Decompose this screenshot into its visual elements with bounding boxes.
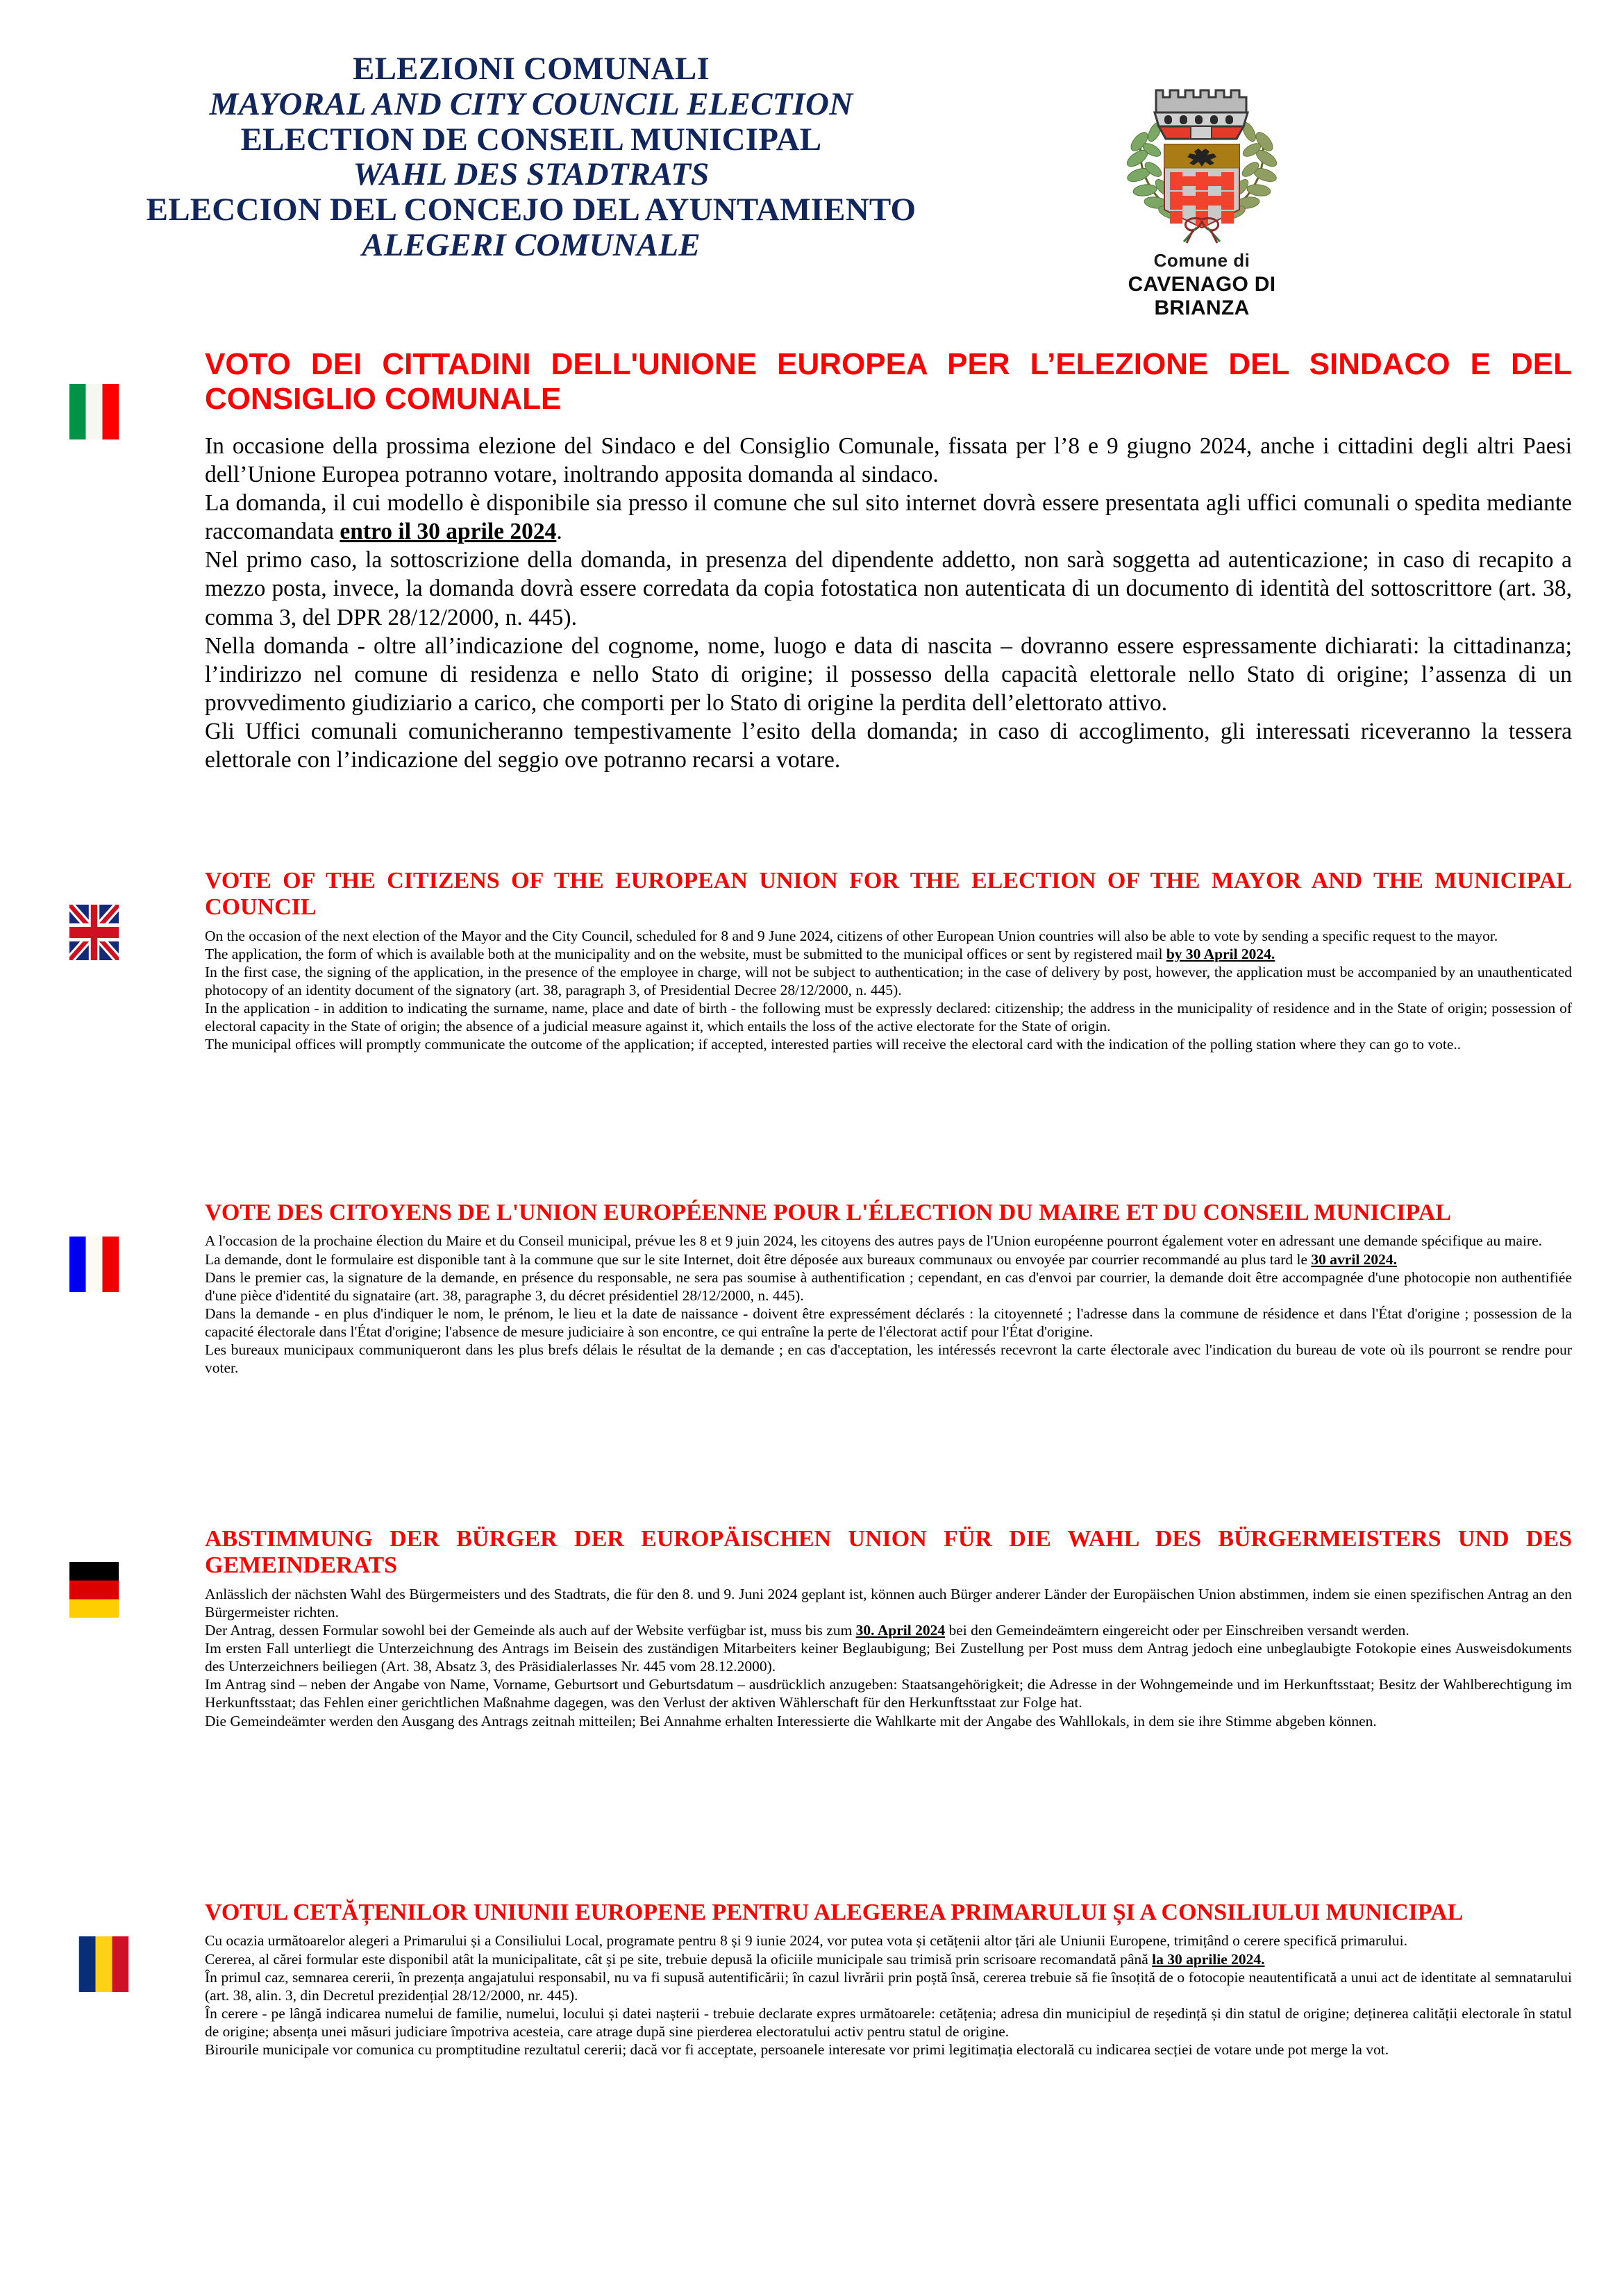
section-romanian (0, 1900, 1624, 2059)
paragraph (205, 1675, 1572, 1711)
paragraph (205, 632, 1572, 717)
deadline-emphasis: 30 avril 2024. (1311, 1250, 1398, 1268)
paragraph-text: On the occasion of the next election of the Mayor and the City Council, scheduled for 8 and 9 June 2024, citizens of other European Union countries will also be able to vote by sending a specific request to the mayor. (205, 927, 1498, 944)
title-line: MAYORAL AND CITY COUNCIL ELECTION (209, 85, 853, 122)
paragraph-text: Les bureaux municipaux communiqueront dans les plus brefs délais le résultat de la demande ; en cas d'acceptation, les intéressés recevront la carte électorale avec l'indication du bureau de vote où ils pourront se rendre pour voter. (205, 1341, 1572, 1377)
flag-united-kingdom-icon (69, 905, 119, 960)
paragraph-text: Nella domanda - oltre all’indicazione del cognome, nome, luogo e data di nascita – dovranno essere espressamente dichiarati: la cittadinanza; l’indirizzo nel comune di residenza e nello Stato di origine; il possesso della capacità elettorale nello Stato di origine; l’assenza di un provvedimento giudiziario a carico, che comporti per lo Stato di origine la perdita dell’elettorato attivo. (205, 632, 1572, 716)
paragraph (205, 1932, 1572, 1950)
paragraph (205, 1250, 1572, 1268)
paragraph-text: In occasione della prossima elezione del Sindaco e del Consiglio Comunale, fissata per l’8 e 9 giugno 2024, anche i cittadini degli altri Paesi dell’Unione Europea potranno votare, inoltrando apposita domanda al sindaco. (205, 433, 1572, 488)
paragraph (205, 546, 1572, 631)
section-heading: VOTE DES CITOYENS DE L'UNION EUROPÉENNE POUR L'ÉLECTION DU MAIRE ET DU CONSEIL MUNICIPAL (205, 1200, 1452, 1225)
section-german (0, 1526, 1624, 1730)
section-body (205, 868, 1572, 1054)
section-heading: VOTE OF THE CITIZENS OF THE EUROPEAN UNION FOR THE ELECTION OF THE MAYOR AND THE MUNICIPAL COUNCIL (205, 868, 1572, 921)
title-line: WAHL DES STADTRATS (353, 156, 710, 193)
deadline-emphasis: entro il 30 aprile 2024 (340, 519, 557, 545)
section-body (205, 1526, 1572, 1730)
paragraph-text: Die Gemeindeämter werden den Ausgang des Antrags zeitnah mitteilen; Bei Annahme erhalten Interessierte die Wahlkarte mit der Angabe des Wahllokals, in dem sie ihre Stimme abgeben können. (205, 1712, 1377, 1729)
paragraph-text: Cu ocazia următoarelor alegeri a Primarului și a Consiliului Local, programate pentru 8 și 9 iunie 2024, vor putea vota și cetățenii altor țări ale Uniunii Europene, trimițând o cerere specifică primarului. (205, 1932, 1407, 1950)
coat-of-arms-icon (1114, 54, 1289, 247)
municipality-crest-block (1087, 54, 1316, 320)
crest-label-municipality: CAVENAGO DI BRIANZA (1128, 273, 1276, 319)
paragraph (205, 1585, 1572, 1621)
title-line: ELECCION DEL CONCEJO DEL AYUNTAMIENTO (146, 192, 916, 228)
section-body (205, 1200, 1572, 1377)
paragraph-text: Im Antrag sind – neben der Angabe von Name, Vorname, Geburtsort und Geburtsdatum – ausdrücklich anzugeben: Staatsangehörigkeit; die Adresse in der Wohngemeinde und im Herkunftsstaat; Besitz der Wahlberechtigung im Herkunftsstaat; das Fehlen einer gerichtlichen Maßnahme dagegen, was den Verlust der aktiven Wählerschaft für den Herkunftsstaat zur Folge hat. (205, 1676, 1572, 1711)
paragraph (205, 432, 1572, 489)
paragraph (205, 1639, 1572, 1675)
paragraph (205, 2041, 1572, 2059)
paragraph-text: Der Antrag, dessen Formular sowohl bei der Gemeinde als auch auf der Website verfügbar ist, muss bis zum (205, 1622, 856, 1639)
paragraph (205, 1950, 1572, 1968)
paragraph (205, 1968, 1572, 2004)
paragraph (205, 1232, 1572, 1250)
paragraph-text: . (556, 519, 562, 545)
paragraph-text: La demande, dont le formulaire est disponible tant à la commune que sur le site Internet, doit être déposée aux bureaux communaux ou envoyée par courrier recommandé au plus tard le (205, 1250, 1312, 1268)
section-body (205, 1900, 1572, 2059)
paragraph (205, 1712, 1572, 1730)
section-body (205, 347, 1572, 774)
paragraph (205, 1305, 1572, 1341)
paragraph (205, 1268, 1572, 1305)
paragraph (205, 717, 1572, 774)
deadline-emphasis: la 30 aprilie 2024. (1152, 1950, 1265, 1968)
paragraph-text: La domanda, il cui modello è disponibile sia presso il comune che sul sito internet dovrà essere presentata agli uffici comunali o spedita mediante raccomandata (205, 490, 1572, 545)
section-heading: ABSTIMMUNG DER BÜRGER DER EUROPÄISCHEN UNION FÜR DIE WAHL DES BÜRGERMEISTERS UND DES GEMEINDERATS (205, 1526, 1572, 1579)
title-line: ELECTION DE CONSEIL MUNICIPAL (240, 121, 822, 158)
flag-germany-icon (69, 1562, 119, 1618)
flag-romania-icon (78, 1936, 128, 1992)
paragraph-text: Gli Uffici comunali comunicheranno tempestivamente l’esito della domanda; in caso di accoglimento, gli interessati riceveranno la tessera elettorale con l’indicazione del seggio ove potranno recarsi a votare. (205, 718, 1572, 773)
paragraph-text: In the first case, the signing of the application, in the presence of the employee in charge, will not be subject to authentication; in the case of delivery by post, however, the application must be accompanied by an unauthenticated photocopy of an identity document of the signatory (art. 38, paragraph 3, of Presidential Decree 28/12/2000, n. 445). (205, 964, 1572, 999)
section-italian (0, 347, 1624, 774)
crest-label-comune: Comune di (1153, 250, 1250, 271)
section-heading: VOTO DEI CITTADINI DELL'UNIONE EUROPEA PER L’ELEZIONE DEL SINDACO E DEL CONSIGLIO COMUNALE (205, 347, 1572, 417)
paragraph-text: Dans le premier cas, la signature de la demande, en présence du responsable, ne sera pas soumise à authentification ; cependant, en cas d'envoi par courrier, la demande doit être accompagnée d'une photocopie non authentifiée d'une pièce d'identité du signataire (art. 38, paragraphe 3, du décret présidentiel 28/12/2000, n. 445). (205, 1268, 1572, 1304)
paragraph-text: În primul caz, semnarea cererii, în prezența angajatului responsabil, nu va fi supusă autentificării; în cazul livrării prin poștă însă, cererea trebuie să fie însoțită de o fotocopie neautentificată a unui act de identitate al semnatarului (art. 38, alin. 3, din Decretul prezidențial 28/12/2000, nr. 445). (205, 1968, 1572, 2004)
section-heading: VOTUL CETĂȚENILOR UNIUNII EUROPENE PENTRU ALEGEREA PRIMARULUI ȘI A CONSILIULUI MUNICIPAL (205, 1900, 1464, 1925)
paragraph-text: The application, the form of which is available both at the municipality and on the website, must be submitted to the municipal offices or sent by registered mail (205, 945, 1166, 962)
flag-italy-icon (69, 384, 119, 439)
paragraph-text: Anlässlich der nächsten Wahl des Bürgermeisters und des Stadtrats, die für den 8. und 9. Juni 2024 geplant ist, können auch Bürger anderer Länder der Europäischen Union abstimmen, indem sie einen spezifischen Antrag an den Bürgermeister richten. (205, 1585, 1572, 1620)
deadline-emphasis: by 30 April 2024. (1166, 945, 1275, 962)
section-french (0, 1200, 1624, 1377)
section-english (0, 868, 1624, 1054)
paragraph-text: Dans la demande - en plus d'indiquer le nom, le prénom, le lieu et la date de naissance - doivent être expressément déclarés : la citoyenneté ; l'adresse dans la commune de résidence et dans l'État d'origine ; possession de la capacité électorale dans l'État d'origine; l'absence de mesure judiciaire à son encontre, ce qui entraîne la perte de l'électorat actif pour l'État d'origine. (205, 1305, 1572, 1340)
paragraph-text: A l'occasion de la prochaine élection du Maire et du Conseil municipal, prévue les 8 et 9 juin 2024, les citoyens des autres pays de l'Union européenne pourront également voter en adressant une demande spécifique au maire. (205, 1232, 1543, 1250)
paragraph-text: The municipal offices will promptly communicate the outcome of the application; if accepted, interested parties will receive the electoral card with the indication of the polling station where they can go to vote.. (205, 1036, 1462, 1053)
paragraph (205, 927, 1572, 945)
paragraph-text: Cererea, al cărei formular este disponibil atât la municipalitate, cât și pe site, trebuie depusă la oficiile municipale sau trimisă prin scrisoare recomandată până (205, 1950, 1153, 1968)
paragraph (205, 1341, 1572, 1377)
multilingual-title-block (0, 51, 1062, 263)
paragraph (205, 945, 1572, 963)
flag-france-icon (69, 1237, 119, 1292)
title-line: ELEZIONI COMUNALI (353, 51, 710, 87)
paragraph-text: Im ersten Fall unterliegt die Unterzeichnung des Antrags im Beisein des zuständigen Mitarbeiters keiner Beglaubigung; Bei Zustellung per Post muss dem Antrag jedoch eine unbeglaubigte Fotokopie eines Ausweisdokuments des Unterzeichners beiliegen (Art. 38, Absatz 3, des Präsidialerlasses Nr. 445 vom 28.12.2000). (205, 1640, 1572, 1675)
document-header (0, 0, 1624, 319)
paragraph-text: bei den Gemeindeämtern eingereicht oder per Einschreiben versandt werden. (945, 1622, 1409, 1639)
paragraph-text: Nel primo caso, la sottoscrizione della domanda, in presenza del dipendente addetto, non sarà soggetta ad autenticazione; in caso di recapito a mezzo posta, invece, la domanda dovrà essere corredata da copia fotostatica non autenticata di un documento di identità del sottoscrittore (art. 38, comma 3, del DPR 28/12/2000, n. 445). (205, 547, 1572, 630)
paragraph (205, 999, 1572, 1035)
paragraph (205, 1035, 1572, 1053)
title-line: ALEGERI COMUNALE (362, 226, 701, 263)
paragraph-text: In the application - in addition to indicating the surname, name, place and date of birth - the following must be expressly declared: citizenship; the address in the municipality of residence and in the State of origin; possession of electoral capacity in the State of origin; the absence of a judicial measure against it, which entails the loss of the active electorate for the State of origin. (205, 1000, 1572, 1035)
paragraph-text: Birourile municipale vor comunica cu promptitudine rezultatul cererii; dacă vor fi acceptate, persoanele interesate vor primi legitimația electorală cu indicarea secției de votare unde pot merge la vot. (205, 2041, 1389, 2059)
paragraph (205, 2004, 1572, 2041)
paragraph (205, 489, 1572, 546)
paragraph-text: În cerere - pe lângă indicarea numelui de familie, numelui, locului și datei nașterii - trebuie declarate expres următoarele: cetățenia; adresa din municipiul de reședință și din statul de origine; deținerea calității electorale în statul de origine; absența unei măsuri judiciare împotriva acesteia, care atrage după sine pierderea electoratului activ pentru statul de origine. (205, 2004, 1572, 2040)
paragraph (205, 1621, 1572, 1639)
deadline-emphasis: 30. April 2024 (855, 1622, 946, 1639)
paragraph (205, 963, 1572, 999)
